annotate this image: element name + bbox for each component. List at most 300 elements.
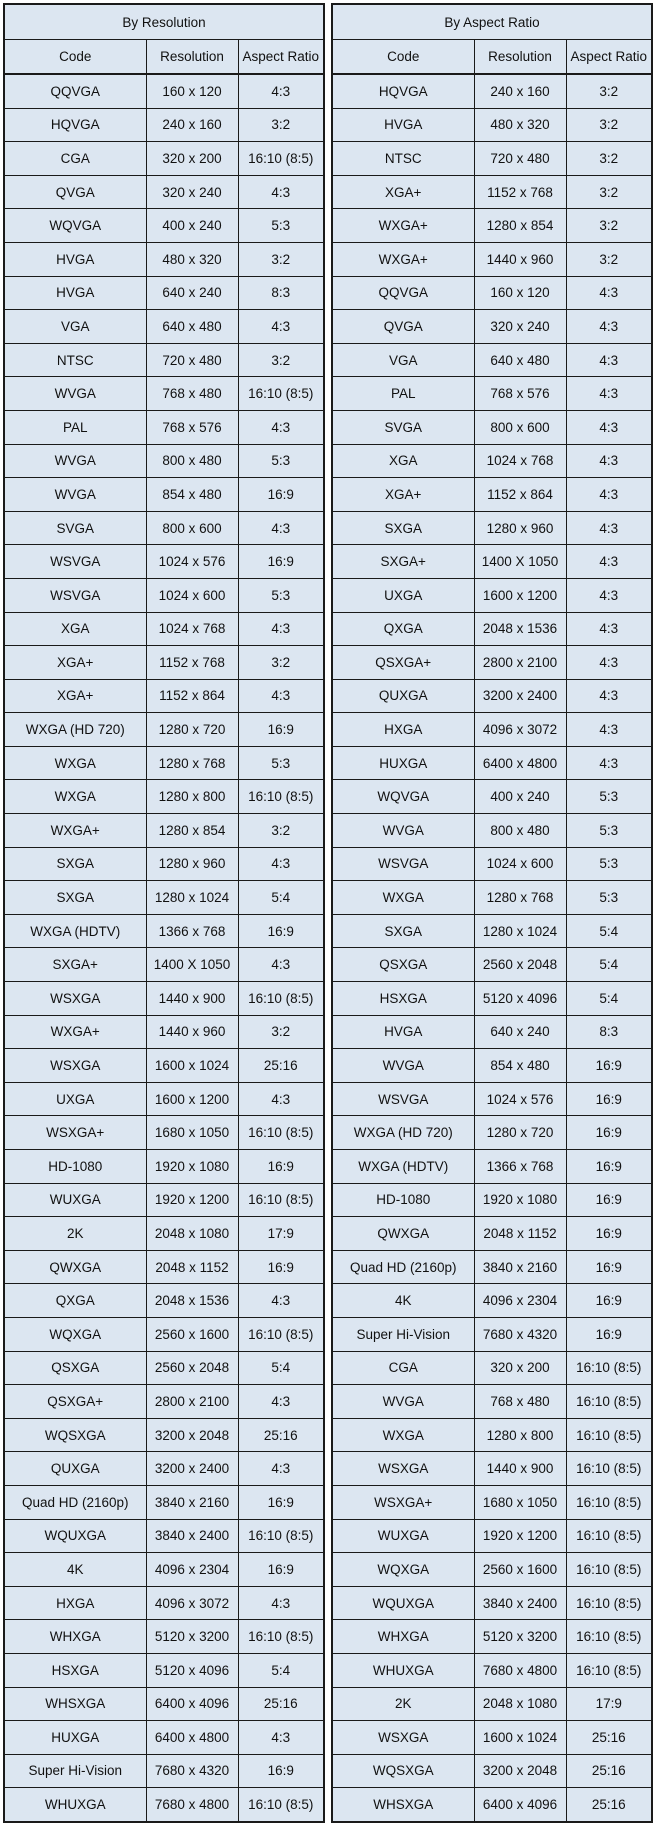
cell-resolution: 1280 x 960 <box>146 847 238 881</box>
cell-resolution: 1920 x 1200 <box>146 1183 238 1217</box>
cell-code: WSXGA <box>332 1452 474 1486</box>
table-row <box>332 1284 652 1318</box>
table-row <box>332 646 652 680</box>
table-row <box>4 276 324 310</box>
cell-resolution: 5120 x 4096 <box>146 1653 238 1687</box>
cell-aspect-ratio: 4:3 <box>238 1385 324 1419</box>
table-row <box>4 1150 324 1184</box>
cell-code: HD-1080 <box>332 1183 474 1217</box>
table-row <box>4 679 324 713</box>
cell-aspect-ratio: 4:3 <box>238 175 324 209</box>
cell-aspect-ratio: 16:9 <box>566 1049 652 1083</box>
cell-code: WSVGA <box>4 545 146 579</box>
table-row <box>332 612 652 646</box>
table-row <box>332 1519 652 1553</box>
table-row <box>4 780 324 814</box>
cell-code: NTSC <box>4 343 146 377</box>
cell-resolution: 1280 x 1024 <box>146 881 238 915</box>
table-row <box>4 209 324 243</box>
table-row <box>4 1519 324 1553</box>
cell-resolution: 3200 x 2400 <box>146 1452 238 1486</box>
table-row <box>4 1687 324 1721</box>
cell-aspect-ratio: 3:2 <box>566 142 652 176</box>
cell-resolution: 320 x 240 <box>146 175 238 209</box>
table-row <box>332 1351 652 1385</box>
cell-aspect-ratio: 8:3 <box>238 276 324 310</box>
cell-aspect-ratio: 16:9 <box>238 1150 324 1184</box>
cell-aspect-ratio: 16:9 <box>238 1485 324 1519</box>
table-row <box>4 646 324 680</box>
cell-aspect-ratio: 3:2 <box>566 74 652 108</box>
cell-aspect-ratio: 25:16 <box>566 1788 652 1822</box>
by-resolution-table <box>3 3 325 1823</box>
cell-code: XGA+ <box>4 646 146 680</box>
cell-resolution: 400 x 240 <box>146 209 238 243</box>
cell-code: QQVGA <box>332 276 474 310</box>
table-row <box>332 1049 652 1083</box>
cell-aspect-ratio: 4:3 <box>238 1082 324 1116</box>
cell-code: SXGA <box>332 511 474 545</box>
cell-aspect-ratio: 3:2 <box>238 242 324 276</box>
cell-aspect-ratio: 5:3 <box>566 814 652 848</box>
cell-aspect-ratio: 16:10 (8:5) <box>238 982 324 1016</box>
cell-resolution: 768 x 576 <box>474 377 566 411</box>
table-row <box>4 1385 324 1419</box>
table-row <box>332 914 652 948</box>
cell-aspect-ratio: 5:3 <box>238 578 324 612</box>
cell-resolution: 640 x 240 <box>474 1015 566 1049</box>
table-row <box>332 175 652 209</box>
cell-code: WQVGA <box>4 209 146 243</box>
cell-code: WQXGA <box>332 1553 474 1587</box>
cell-aspect-ratio: 16:9 <box>566 1284 652 1318</box>
cell-code: WXGA+ <box>332 209 474 243</box>
cell-aspect-ratio: 4:3 <box>566 310 652 344</box>
cell-code: WHXGA <box>4 1620 146 1654</box>
table-row <box>332 881 652 915</box>
cell-code: WXGA+ <box>332 242 474 276</box>
cell-code: HVGA <box>332 1015 474 1049</box>
table-row <box>332 209 652 243</box>
cell-resolution: 1280 x 960 <box>474 511 566 545</box>
column-header-resolution: Resolution <box>474 40 566 75</box>
table-row <box>4 1082 324 1116</box>
cell-resolution: 2048 x 1152 <box>474 1217 566 1251</box>
cell-resolution: 480 x 320 <box>146 242 238 276</box>
cell-code: XGA+ <box>332 175 474 209</box>
table-row <box>4 478 324 512</box>
cell-aspect-ratio: 16:10 (8:5) <box>566 1586 652 1620</box>
cell-resolution: 768 x 576 <box>146 410 238 444</box>
cell-aspect-ratio: 16:10 (8:5) <box>238 1317 324 1351</box>
cell-aspect-ratio: 16:9 <box>566 1183 652 1217</box>
cell-code: HUXGA <box>4 1721 146 1755</box>
cell-aspect-ratio: 5:3 <box>238 444 324 478</box>
cell-aspect-ratio: 16:9 <box>566 1217 652 1251</box>
table-row <box>332 444 652 478</box>
cell-aspect-ratio: 17:9 <box>238 1217 324 1251</box>
cell-code: QWXGA <box>4 1250 146 1284</box>
cell-resolution: 6400 x 4096 <box>146 1687 238 1721</box>
cell-code: VGA <box>4 310 146 344</box>
cell-code: QXGA <box>332 612 474 646</box>
cell-resolution: 2048 x 1536 <box>146 1284 238 1318</box>
cell-code: PAL <box>332 377 474 411</box>
cell-aspect-ratio: 16:9 <box>566 1150 652 1184</box>
cell-code: WSXGA <box>4 1049 146 1083</box>
cell-aspect-ratio: 4:3 <box>238 679 324 713</box>
cell-resolution: 1024 x 576 <box>146 545 238 579</box>
cell-aspect-ratio: 5:4 <box>238 1351 324 1385</box>
table-row <box>4 847 324 881</box>
cell-resolution: 1152 x 768 <box>146 646 238 680</box>
cell-resolution: 3200 x 2400 <box>474 679 566 713</box>
cell-code: WHSXGA <box>332 1788 474 1822</box>
table-row <box>332 1150 652 1184</box>
table-row <box>332 948 652 982</box>
table-row <box>332 1653 652 1687</box>
cell-aspect-ratio: 5:4 <box>566 914 652 948</box>
cell-resolution: 1680 x 1050 <box>474 1485 566 1519</box>
table-row <box>4 1553 324 1587</box>
table-row <box>332 1183 652 1217</box>
cell-code: Quad HD (2160p) <box>332 1250 474 1284</box>
cell-resolution: 5120 x 4096 <box>474 982 566 1016</box>
table-row <box>4 814 324 848</box>
cell-resolution: 768 x 480 <box>146 377 238 411</box>
cell-resolution: 320 x 200 <box>474 1351 566 1385</box>
table-row <box>332 1721 652 1755</box>
cell-code: HUXGA <box>332 746 474 780</box>
cell-resolution: 800 x 480 <box>474 814 566 848</box>
cell-code: SVGA <box>332 410 474 444</box>
cell-aspect-ratio: 16:9 <box>566 1250 652 1284</box>
table-row <box>332 1015 652 1049</box>
table-row <box>4 746 324 780</box>
table-row <box>4 1485 324 1519</box>
cell-code: WXGA <box>332 1418 474 1452</box>
table-row <box>4 881 324 915</box>
cell-aspect-ratio: 16:10 (8:5) <box>566 1418 652 1452</box>
cell-code: WVGA <box>332 814 474 848</box>
cell-code: WXGA (HD 720) <box>4 713 146 747</box>
table-row <box>332 1317 652 1351</box>
cell-resolution: 2560 x 2048 <box>146 1351 238 1385</box>
cell-aspect-ratio: 3:2 <box>238 108 324 142</box>
cell-aspect-ratio: 16:10 (8:5) <box>238 1183 324 1217</box>
cell-code: WQSXGA <box>4 1418 146 1452</box>
cell-code: SXGA+ <box>4 948 146 982</box>
cell-aspect-ratio: 4:3 <box>238 410 324 444</box>
cell-code: WSVGA <box>4 578 146 612</box>
cell-resolution: 1440 x 900 <box>474 1452 566 1486</box>
cell-resolution: 320 x 200 <box>146 142 238 176</box>
cell-code: WHXGA <box>332 1620 474 1654</box>
cell-resolution: 2560 x 2048 <box>474 948 566 982</box>
cell-aspect-ratio: 16:10 (8:5) <box>566 1351 652 1385</box>
cell-resolution: 1400 X 1050 <box>146 948 238 982</box>
cell-resolution: 1280 x 720 <box>146 713 238 747</box>
cell-code: PAL <box>4 410 146 444</box>
cell-aspect-ratio: 3:2 <box>238 814 324 848</box>
cell-resolution: 1440 x 960 <box>474 242 566 276</box>
cell-code: VGA <box>332 343 474 377</box>
table-row <box>332 1250 652 1284</box>
table-row <box>332 679 652 713</box>
cell-aspect-ratio: 4:3 <box>238 511 324 545</box>
cell-aspect-ratio: 4:3 <box>238 310 324 344</box>
table-row <box>332 74 652 108</box>
cell-code: HQVGA <box>4 108 146 142</box>
cell-resolution: 5120 x 3200 <box>474 1620 566 1654</box>
cell-resolution: 854 x 480 <box>146 478 238 512</box>
table-row <box>4 108 324 142</box>
table-row <box>332 1452 652 1486</box>
table-row <box>332 1385 652 1419</box>
cell-code: HVGA <box>4 242 146 276</box>
cell-code: WSXGA+ <box>332 1485 474 1519</box>
cell-code: SXGA <box>4 847 146 881</box>
table-row <box>332 511 652 545</box>
cell-resolution: 6400 x 4096 <box>474 1788 566 1822</box>
table-row <box>4 1620 324 1654</box>
cell-code: HVGA <box>4 276 146 310</box>
cell-aspect-ratio: 16:9 <box>238 1553 324 1587</box>
cell-aspect-ratio: 4:3 <box>566 444 652 478</box>
cell-resolution: 1920 x 1080 <box>146 1150 238 1184</box>
table-row <box>332 343 652 377</box>
table-row <box>4 545 324 579</box>
cell-aspect-ratio: 16:10 (8:5) <box>238 142 324 176</box>
cell-resolution: 1440 x 900 <box>146 982 238 1016</box>
cell-code: QSXGA+ <box>332 646 474 680</box>
cell-code: WVGA <box>332 1385 474 1419</box>
cell-code: HXGA <box>332 713 474 747</box>
cell-resolution: 2048 x 1080 <box>474 1687 566 1721</box>
column-header-aspect-ratio: Aspect Ratio <box>238 40 324 75</box>
cell-aspect-ratio: 4:3 <box>566 343 652 377</box>
table-row <box>4 1317 324 1351</box>
table-row <box>4 1351 324 1385</box>
cell-code: XGA <box>4 612 146 646</box>
cell-resolution: 1280 x 800 <box>146 780 238 814</box>
cell-aspect-ratio: 4:3 <box>566 545 652 579</box>
cell-aspect-ratio: 16:9 <box>566 1317 652 1351</box>
cell-resolution: 4096 x 3072 <box>146 1586 238 1620</box>
cell-resolution: 400 x 240 <box>474 780 566 814</box>
cell-aspect-ratio: 5:3 <box>238 209 324 243</box>
cell-aspect-ratio: 4:3 <box>238 612 324 646</box>
cell-code: SXGA <box>4 881 146 915</box>
cell-resolution: 3840 x 2400 <box>474 1586 566 1620</box>
table-row <box>332 780 652 814</box>
cell-aspect-ratio: 5:4 <box>566 948 652 982</box>
cell-code: CGA <box>4 142 146 176</box>
table-row <box>332 545 652 579</box>
table-row <box>4 1116 324 1150</box>
cell-code: XGA+ <box>4 679 146 713</box>
cell-aspect-ratio: 16:10 (8:5) <box>566 1620 652 1654</box>
table-row <box>332 1082 652 1116</box>
cell-aspect-ratio: 4:3 <box>238 847 324 881</box>
cell-code: WVGA <box>4 377 146 411</box>
table-row <box>332 1620 652 1654</box>
table-row <box>332 242 652 276</box>
cell-resolution: 6400 x 4800 <box>474 746 566 780</box>
cell-resolution: 1280 x 768 <box>474 881 566 915</box>
cell-code: WXGA <box>332 881 474 915</box>
cell-code: WXGA (HDTV) <box>332 1150 474 1184</box>
table-row <box>4 310 324 344</box>
cell-aspect-ratio: 4:3 <box>238 1586 324 1620</box>
cell-code: WHSXGA <box>4 1687 146 1721</box>
table-row <box>4 578 324 612</box>
table-row <box>4 612 324 646</box>
cell-aspect-ratio: 16:9 <box>238 713 324 747</box>
cell-aspect-ratio: 16:9 <box>238 478 324 512</box>
table-row <box>4 914 324 948</box>
cell-aspect-ratio: 3:2 <box>566 242 652 276</box>
table-row <box>4 410 324 444</box>
cell-resolution: 160 x 120 <box>146 74 238 108</box>
cell-aspect-ratio: 16:10 (8:5) <box>566 1553 652 1587</box>
cell-resolution: 640 x 480 <box>146 310 238 344</box>
cell-resolution: 240 x 160 <box>474 74 566 108</box>
table-row <box>332 1217 652 1251</box>
table-row <box>4 1754 324 1788</box>
cell-resolution: 1920 x 1200 <box>474 1519 566 1553</box>
cell-code: HSXGA <box>4 1653 146 1687</box>
cell-aspect-ratio: 16:10 (8:5) <box>566 1519 652 1553</box>
cell-resolution: 1280 x 800 <box>474 1418 566 1452</box>
cell-code: WVGA <box>332 1049 474 1083</box>
cell-code: QVGA <box>4 175 146 209</box>
cell-aspect-ratio: 5:3 <box>566 881 652 915</box>
cell-resolution: 3200 x 2048 <box>474 1754 566 1788</box>
cell-resolution: 800 x 480 <box>146 444 238 478</box>
tables-container <box>3 3 653 1823</box>
cell-resolution: 1440 x 960 <box>146 1015 238 1049</box>
cell-resolution: 1400 X 1050 <box>474 545 566 579</box>
cell-code: WXGA (HDTV) <box>4 914 146 948</box>
cell-resolution: 4096 x 2304 <box>146 1553 238 1587</box>
table-row <box>332 982 652 1016</box>
cell-aspect-ratio: 4:3 <box>238 1721 324 1755</box>
cell-code: Super Hi-Vision <box>4 1754 146 1788</box>
table-row <box>332 847 652 881</box>
cell-resolution: 1600 x 1024 <box>146 1049 238 1083</box>
cell-code: QWXGA <box>332 1217 474 1251</box>
cell-aspect-ratio: 16:10 (8:5) <box>566 1485 652 1519</box>
cell-resolution: 1680 x 1050 <box>146 1116 238 1150</box>
cell-code: HXGA <box>4 1586 146 1620</box>
cell-resolution: 1366 x 768 <box>146 914 238 948</box>
cell-code: QXGA <box>4 1284 146 1318</box>
cell-aspect-ratio: 16:9 <box>238 545 324 579</box>
cell-resolution: 640 x 240 <box>146 276 238 310</box>
cell-code: 2K <box>332 1687 474 1721</box>
table-row <box>4 1452 324 1486</box>
cell-resolution: 2800 x 2100 <box>146 1385 238 1419</box>
table-row <box>332 1418 652 1452</box>
table-row <box>332 814 652 848</box>
cell-resolution: 1920 x 1080 <box>474 1183 566 1217</box>
cell-code: SXGA+ <box>332 545 474 579</box>
cell-resolution: 1024 x 576 <box>474 1082 566 1116</box>
cell-aspect-ratio: 5:4 <box>238 1653 324 1687</box>
table-row <box>4 242 324 276</box>
cell-code: SVGA <box>4 511 146 545</box>
cell-code: XGA <box>332 444 474 478</box>
table-row <box>332 1754 652 1788</box>
cell-resolution: 480 x 320 <box>474 108 566 142</box>
cell-resolution: 720 x 480 <box>146 343 238 377</box>
table-row <box>4 1284 324 1318</box>
cell-code: HVGA <box>332 108 474 142</box>
cell-resolution: 2048 x 1080 <box>146 1217 238 1251</box>
cell-code: WHUXGA <box>332 1653 474 1687</box>
cell-code: WSXGA+ <box>4 1116 146 1150</box>
cell-resolution: 2048 x 1152 <box>146 1250 238 1284</box>
cell-resolution: 1280 x 854 <box>474 209 566 243</box>
cell-aspect-ratio: 16:10 (8:5) <box>238 1519 324 1553</box>
table-row <box>4 1788 324 1822</box>
cell-resolution: 1024 x 768 <box>146 612 238 646</box>
cell-resolution: 3840 x 2400 <box>146 1519 238 1553</box>
cell-aspect-ratio: 16:10 (8:5) <box>566 1653 652 1687</box>
cell-aspect-ratio: 16:9 <box>566 1082 652 1116</box>
table-row <box>332 1116 652 1150</box>
cell-aspect-ratio: 16:10 (8:5) <box>566 1452 652 1486</box>
cell-aspect-ratio: 25:16 <box>238 1418 324 1452</box>
table-row <box>4 1653 324 1687</box>
cell-aspect-ratio: 25:16 <box>238 1687 324 1721</box>
cell-aspect-ratio: 4:3 <box>238 1452 324 1486</box>
cell-code: XGA+ <box>332 478 474 512</box>
table-row <box>332 310 652 344</box>
cell-code: QSXGA <box>4 1351 146 1385</box>
cell-aspect-ratio: 5:3 <box>238 746 324 780</box>
cell-aspect-ratio: 4:3 <box>566 612 652 646</box>
cell-resolution: 1280 x 720 <box>474 1116 566 1150</box>
table-row <box>332 746 652 780</box>
cell-resolution: 1600 x 1200 <box>146 1082 238 1116</box>
cell-code: WQUXGA <box>332 1586 474 1620</box>
table-row <box>4 1049 324 1083</box>
table-row <box>4 1250 324 1284</box>
cell-code: WSXGA <box>332 1721 474 1755</box>
table-row <box>332 1788 652 1822</box>
cell-code: WUXGA <box>4 1183 146 1217</box>
table-row <box>4 175 324 209</box>
cell-resolution: 1600 x 1024 <box>474 1721 566 1755</box>
by-aspect-ratio-table <box>331 3 653 1823</box>
cell-code: SXGA <box>332 914 474 948</box>
cell-aspect-ratio: 16:10 (8:5) <box>566 1385 652 1419</box>
cell-resolution: 1280 x 854 <box>146 814 238 848</box>
cell-code: QQVGA <box>4 74 146 108</box>
cell-aspect-ratio: 4:3 <box>566 276 652 310</box>
cell-resolution: 1600 x 1200 <box>474 578 566 612</box>
cell-code: WXGA <box>4 780 146 814</box>
cell-code: WQXGA <box>4 1317 146 1351</box>
cell-code: WXGA (HD 720) <box>332 1116 474 1150</box>
cell-resolution: 1280 x 1024 <box>474 914 566 948</box>
cell-aspect-ratio: 4:3 <box>566 679 652 713</box>
table-row <box>332 1687 652 1721</box>
cell-code: UXGA <box>332 578 474 612</box>
table-row <box>332 578 652 612</box>
